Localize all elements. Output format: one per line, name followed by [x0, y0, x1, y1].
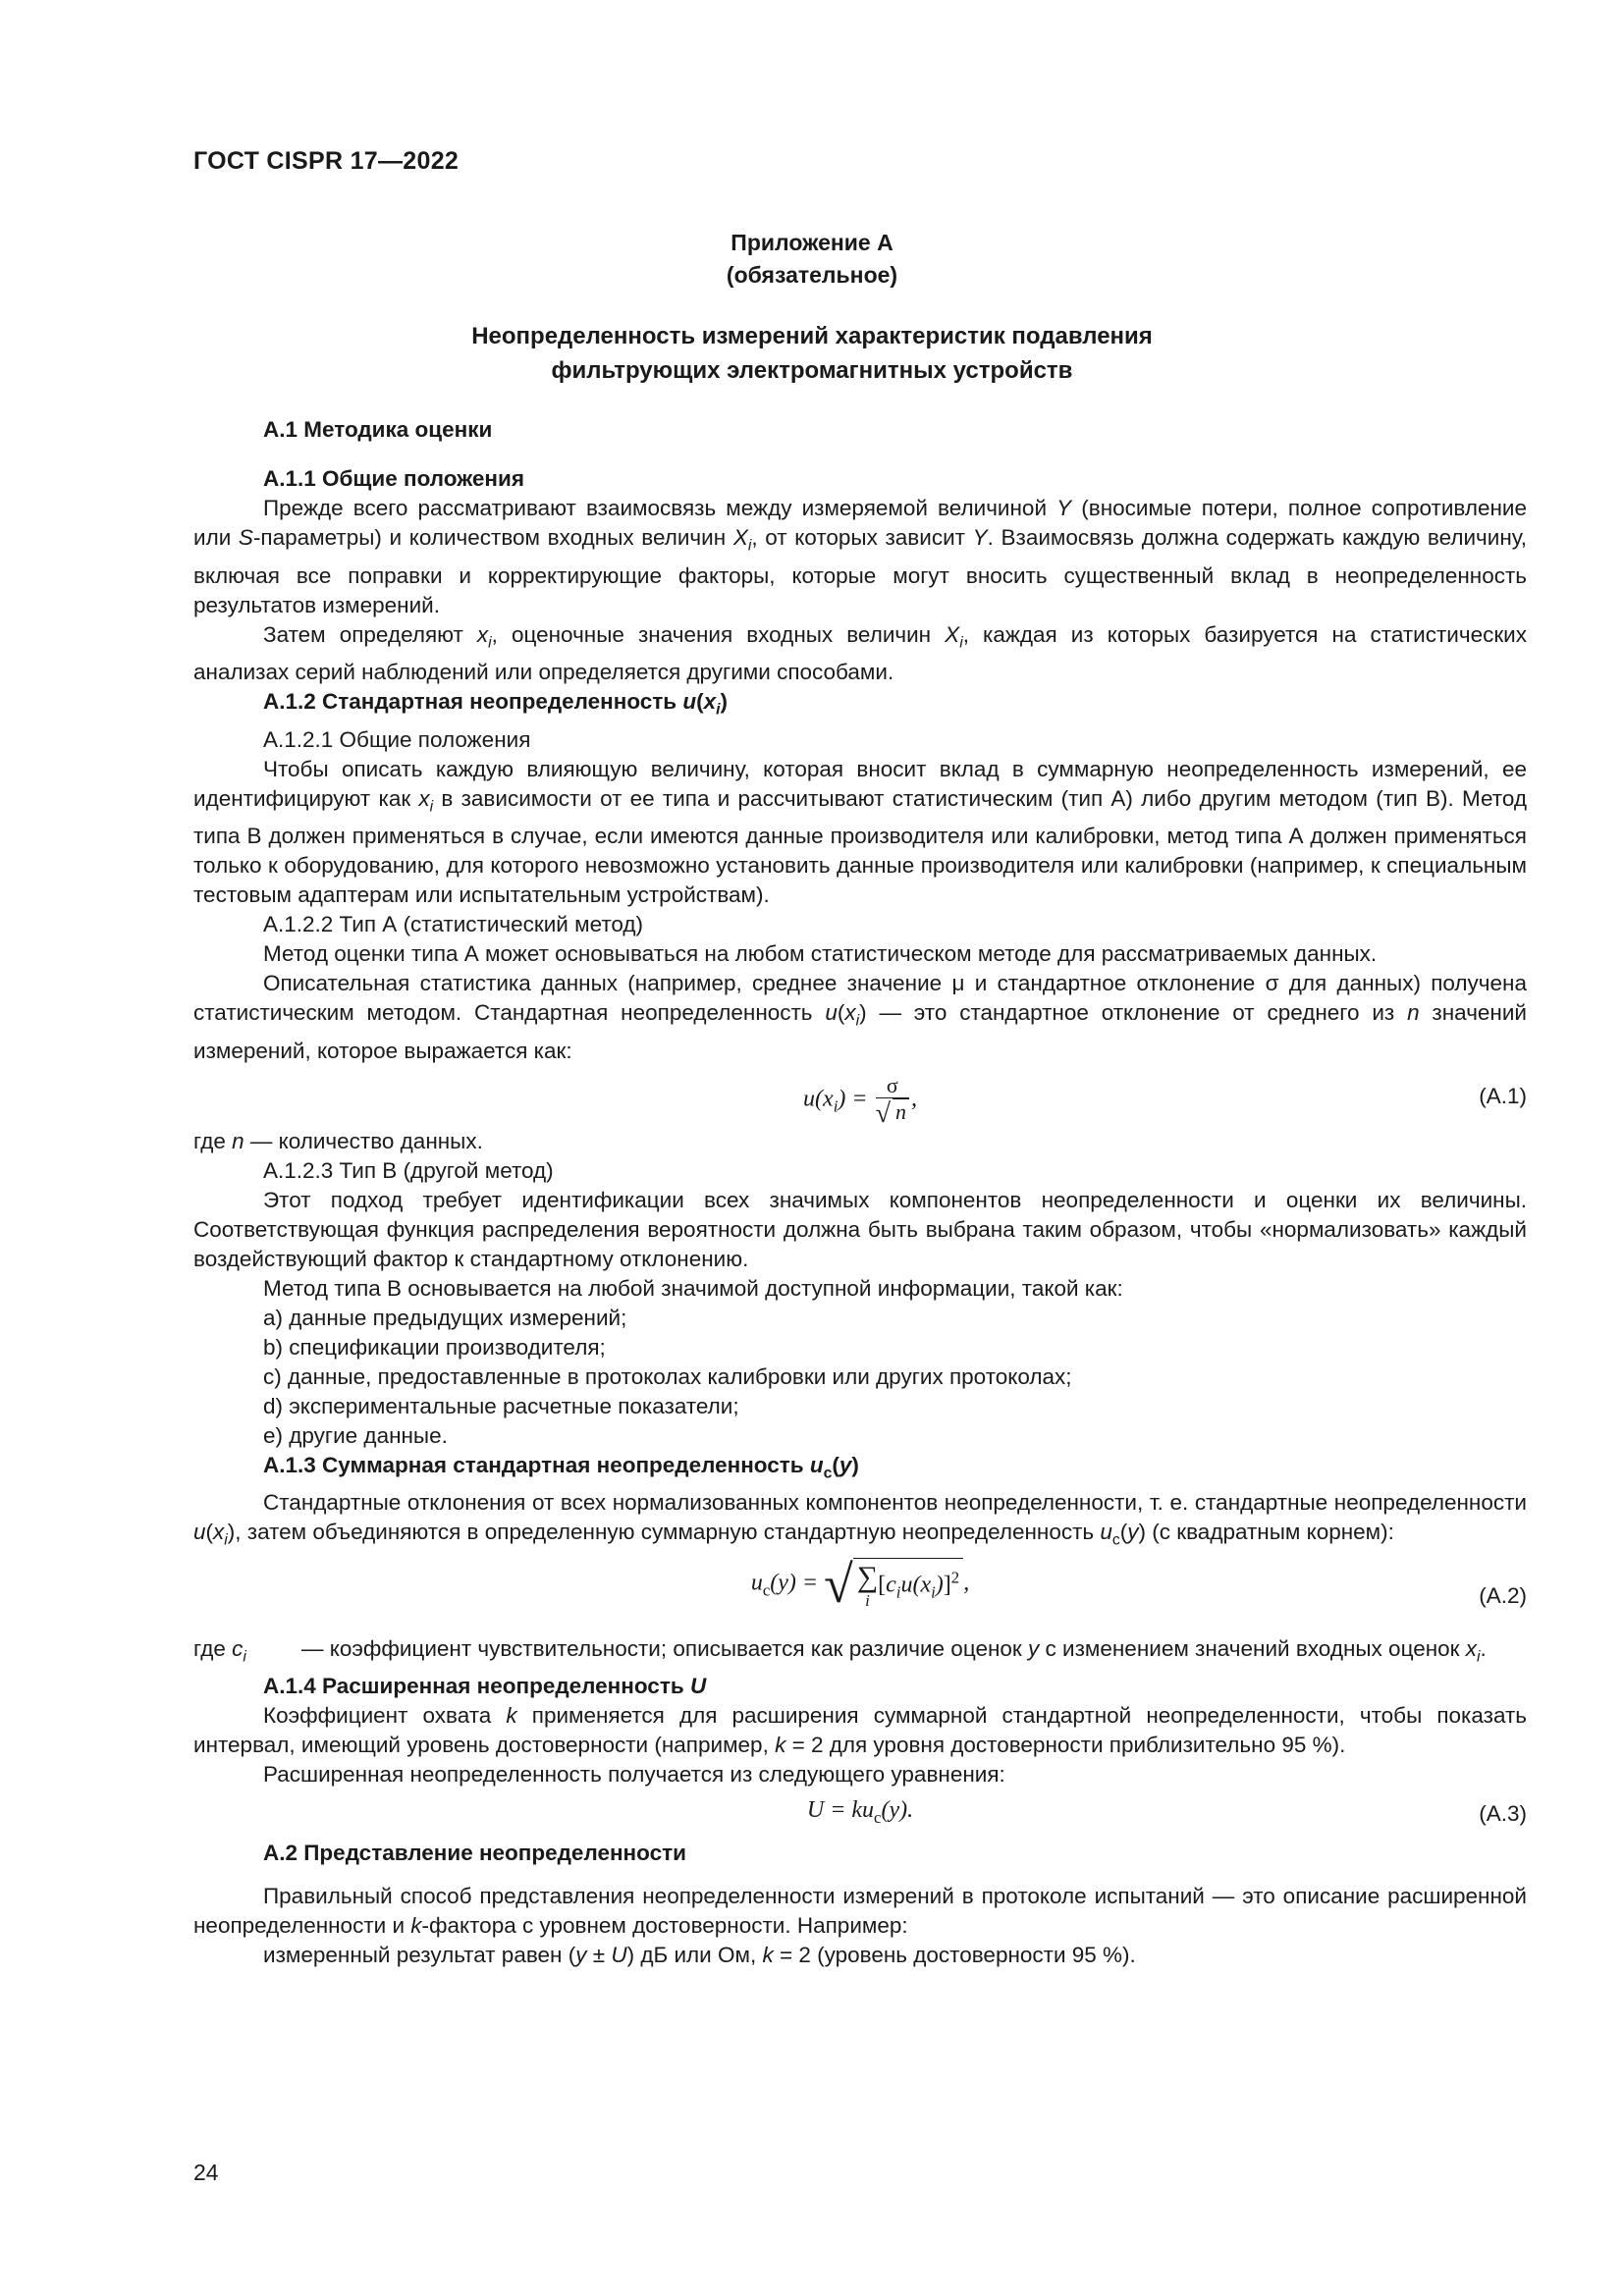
paragraph-a122-2: Описательная статистика данных (например, среднее значение μ и стандартное отклонение σ для данных) получена статистическим методом. Стандартная неопределенность $u(x_i)$ — это стандартное отклонение от среднего из n значений измерений, которое выражается как: — [193, 971, 1527, 1063]
where-c-label: где $c_i$ — [193, 1635, 246, 1665]
equation-a3 — [193, 1789, 1527, 1839]
list-item: b) спецификации производителя; — [263, 1334, 606, 1360]
paragraph-a2-2: измеренный результат равен (y ± U) дБ или Ом, k = 2 (уровень достоверности 95 %). — [263, 1943, 1136, 1967]
section-a2-heading: А.2 Представление неопределенности — [263, 1841, 686, 1865]
equation-a2-number: (А.2) — [1479, 1582, 1527, 1608]
section-a1-heading: А.1 Методика оценки — [263, 417, 493, 442]
paragraph-a14-1: Коэффициент охвата k применяется для расширения суммарной стандартной неопределенности, чтобы показать интервал, имеющий уровень достоверности (например, k = 2 для уровня достоверности приблизительно 95 %). — [193, 1703, 1528, 1757]
paragraph-a121: Чтобы описать каждую влияющую величину, которая вносит вклад в суммарную неопределенность измерений, ее идентифицируют как $x_i$ в зависимости от ее типа и рассчитывают статистическим (тип А) либо другим методом (тип В). Метод типа В должен применяться в случае, если имеются данные производителя или калибровки, метод типа А должен применяться только к оборудованию, для которого невозможно установить данные производителя или калибровки (например, к специальным тестовым адаптерам или испытательным устройствам). — [193, 756, 1527, 907]
list-item: c) данные, предоставленные в протоколах калибровки или других протоколах; — [263, 1363, 1072, 1389]
list-item: d) экспериментальные расчетные показатели; — [263, 1393, 739, 1418]
equation-a2 — [193, 1556, 1527, 1634]
section-a14-heading: А.1.4 Расширенная неопределенность U — [263, 1674, 707, 1698]
equation-a2-formula: $u_c(y)$ = √ ∑ i $[c_iu(x_i)]^2$ , — [750, 1554, 970, 1614]
equation-a1-number: (А.1) — [1479, 1083, 1527, 1108]
where-n: где n — количество данных. — [193, 1128, 483, 1153]
annex-title — [0, 319, 1624, 388]
paragraph-a123-2: Метод типа В основывается на любой значимой доступной информации, такой как: — [263, 1275, 1123, 1301]
document-header: ГОСТ CISPR 17—2022 — [193, 147, 460, 175]
paragraph-a2-1: Правильный способ представления неопределенности измерений в протоколе испытаний — это описание расширенной неопределенности и k-фактора с уровнем достоверности. Например: — [193, 1884, 1527, 1938]
annex-number: Приложение А — [731, 230, 893, 255]
paragraph-a123-1: Этот подход требует идентификации всех значимых компонентов неопределенности и оценки их величины. Соответствующая функция распределения вероятности должна быть выбрана таким образом, чтобы «нормализовать» каждый воздействующий фактор к стандартному отклонению. — [193, 1187, 1527, 1271]
where-c-text: — коэффициент чувствительности; описывается как различие оценок y с изменением значений входных оценок $x_i$. — [301, 1635, 1487, 1665]
paragraph-a11-2: Затем определяют $x_i$, оценочные значения входных величин $X_i$, каждая из которых базируется на статистических анализах серий наблюдений или определяется другими способами. — [193, 621, 1527, 684]
list-item: a) данные предыдущих измерений; — [263, 1305, 627, 1330]
where-c — [193, 1634, 1527, 1673]
equation-a3-number: (А.3) — [1479, 1801, 1527, 1826]
annex-title-line2: фильтрующих электромагнитных устройств — [551, 357, 1073, 384]
document-body — [193, 415, 1527, 1970]
annex-status: (обязательное) — [726, 262, 898, 288]
section-a121-heading: А.1.2.1 Общие положения — [263, 726, 531, 752]
paragraph-a11-1: Прежде всего рассматривают взаимосвязь между измеряемой величиной Y (вносимые потери, полное сопротивление или S-параметры) и количеством входных величин $X_i$, от которых зависит Y. Взаимосвязь должна содержать каждую величину, включая все поправки и корректирующие факторы, которые могут вносить существенный вклад в неопределенность результатов измерений. — [193, 496, 1527, 617]
section-a13-heading: А.1.3 Суммарная стандартная неопределенность $u_c(y)$ — [263, 1452, 859, 1481]
equation-a3-formula: $U = ku_c(y)$. — [806, 1797, 914, 1827]
page-number: 24 — [193, 2160, 219, 2185]
paragraph-a14-2: Расширенная неопределенность получается из следующего уравнения: — [263, 1762, 1005, 1787]
section-a123-heading: А.1.2.3 Тип В (другой метод) — [263, 1157, 554, 1183]
section-a122-heading: А.1.2.2 Тип А (статистический метод) — [263, 912, 644, 936]
annex-label — [0, 227, 1624, 292]
section-a12-heading: А.1.2 Стандартная неопределенность $u(x_i)$ — [263, 689, 729, 719]
equation-a1-formula: $u(x_i)$ = $\frac{\sigma}{√ n}$ , — [803, 1072, 917, 1129]
paragraph-a13: Стандартные отклонения от всех нормализованных компонентов неопределенности, т. е. стандартные неопределенности $u(x_i)$, затем объединяются в определенную суммарную стандартную неопределенность $u_c(y)$ (с квадратным корнем): — [193, 1490, 1527, 1549]
list-item: e) другие данные. — [263, 1422, 448, 1448]
equation-a1 — [193, 1066, 1527, 1127]
annex-title-line1: Неопределенность измерений характеристик подавления — [471, 323, 1153, 349]
section-a11-heading: А.1.1 Общие положения — [263, 466, 524, 491]
paragraph-a122-1: Метод оценки типа А может основываться на любом статистическом методе для рассматриваемых данных. — [263, 941, 1378, 966]
